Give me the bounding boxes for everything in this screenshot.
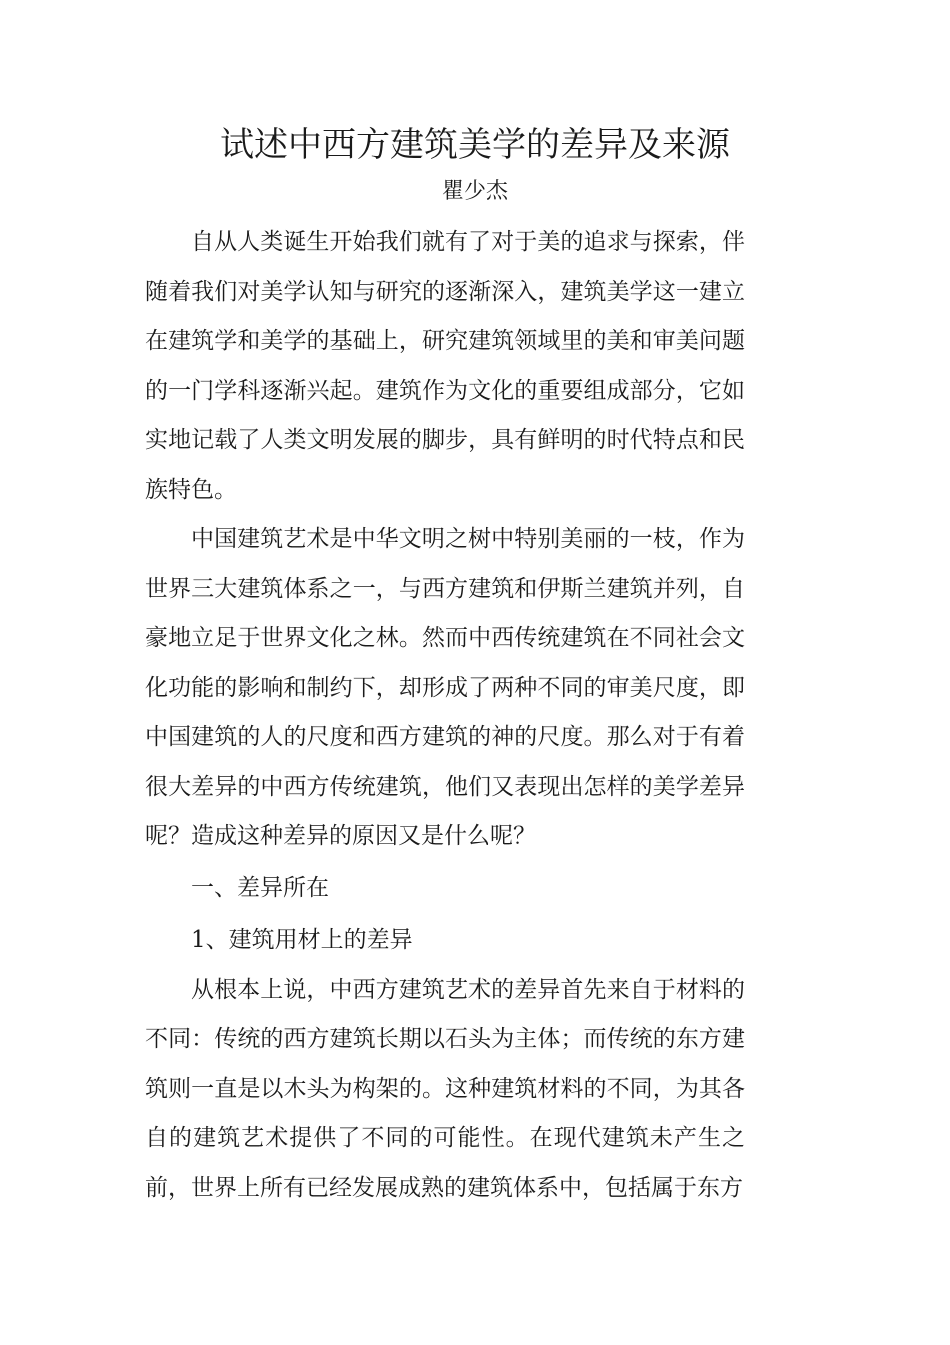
document-title: 试述中西方建筑美学的差异及来源 (220, 125, 730, 165)
paragraph-3: 从根本上说，中西方建筑艺术的差异首先来自于材料的不同：传统的西方建筑长期以石头为主体；而传统的东方建筑则一直是以木头为构架的。这种建筑材料的不同，为其各自的建筑艺术提供了不同的可能性。在现代建筑未产生之前，世界上所有已经发展成熟的建筑体系中，包括属于东方 (145, 976, 745, 1201)
paragraph-2: 中国建筑艺术是中华文明之树中特别美丽的一枝，作为世界三大建筑体系之一，与西方建筑和伊斯兰建筑并列，自豪地立足于世界文化之林。然而中西传统建筑在不同社会文化功能的影响和制约下，却形成了两种不同的审美尺度，即中国建筑的人的尺度和西方建筑的神的尺度。那么对于有着很大差异的中西方传统建筑，他们又表现出怎样的美学差异呢？造成这种差异的原因又是什么呢？ (145, 526, 745, 849)
document-body (145, 218, 745, 1213)
section-heading: 一、差异所在 (191, 874, 329, 901)
paragraph-1: 自从人类诞生开始我们就有了对于美的追求与探索，伴随着我们对美学认知与研究的逐渐深入，建筑美学这一建立在建筑学和美学的基础上，研究建筑领域里的美和审美问题的一门学科逐渐兴起。建筑作为文化的重要组成部分，它如实地记载了人类文明发展的脚步，具有鲜明的时代特点和民族特色。 (145, 229, 745, 503)
subsection-heading: 1、建筑用材上的差异 (191, 926, 413, 953)
author-name: 瞿少杰 (441, 179, 508, 204)
